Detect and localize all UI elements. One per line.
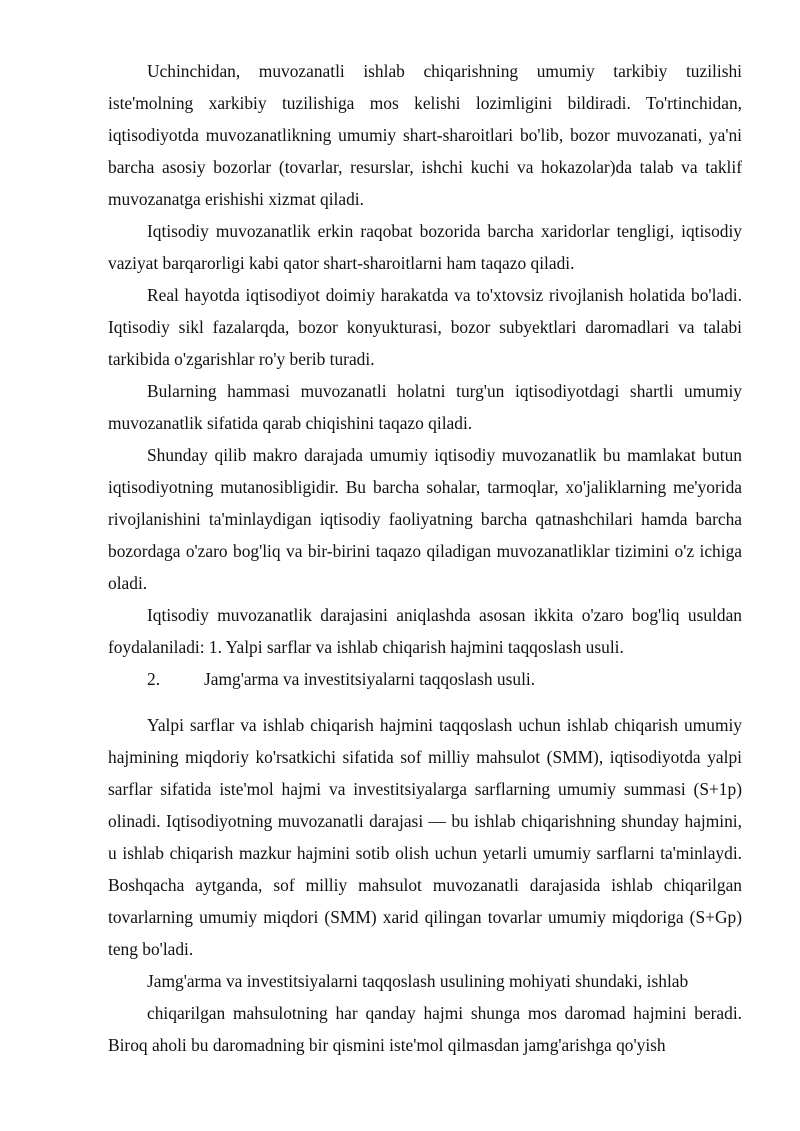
paragraph-8: Jamg'arma va investitsiyalarni taqqoslash usulining mohiyati shundaki, ishlab [147,971,689,991]
paragraph-1: Uchinchidan, muvozanatli ishlab chiqarishning umumiy tarkibiy tuzilishi iste'molning xarkibiy tuzilishiga mos kelishi lozimligini bildiradi. To'rtinchidan, iqtisodiyotda muvozanatlikning umumiy shart-sharoitlari bo'lib, bozor muvozanati, ya'ni barcha asosiy bozorlar (tovarlar, resurslar, ishchi kuchi va hokazolar)da talab va taklif muvozanatga erishishi xizmat qiladi. [108,61,742,209]
paragraph-6: Iqtisodiy muvozanatlik darajasini aniqlashda asosan ikkita o'zaro bog'liq usuldan foydalaniladi: 1. Yalpi sarflar va ishlab chiqarish hajmini taqqoslash usuli. [108,605,742,657]
paragraph-3: Real hayotda iqtisodiyot doimiy harakatda va to'xtovsiz rivojlanish holatida bo'ladi. Iqtisodiy sikl fazalarqda, bozor konyukturasi, bozor subyektlari daromadlari va talabi tarkibida o'zgarishlar ro'y berib turadi. [108,285,742,369]
paragraph-9: chiqarilgan mahsulotning har qanday hajmi shunga mos daromad hajmini beradi. Biroq aholi bu daromadning bir qismini iste'mol qilmasdan jamg'arishga qo'yish [108,1003,742,1055]
paragraph-2: Iqtisodiy muvozanatlik erkin raqobat bozorida barcha xaridorlar tengligi, iqtisodiy vaziyat barqarorligi kabi qator shart-sharoitlarni ham taqazo qiladi. [108,221,742,273]
list-item-number: 2. [147,669,161,689]
paragraph-4: Bularning hammasi muvozanatli holatni turg'un iqtisodiyotdagi shartli umumiy muvozanatlik sifatida qarab chiqishini taqazo qiladi. [108,381,742,433]
list-item-2 [108,663,742,695]
paragraph-5: Shunday qilib makro darajada umumiy iqtisodiy muvozanatlik bu mamlakat butun iqtisodiyotning mutanosibligidir. Bu barcha sohalar, tarmoqlar, xo'jaliklarning me'yorida rivojlanishini ta'minlaydigan iqtisodiy faoliyatning barcha qatnashchilari hamda barcha bozordaga o'zaro bog'liq va bir-birini taqazo qiladigan muvozanatliklar tizimini o'z ichiga oladi. [108,445,742,593]
paragraph-7: Yalpi sarflar va ishlab chiqarish hajmini taqqoslash uchun ishlab chiqarish umumiy hajmining miqdoriy ko'rsatkichi sifatida sof milliy mahsulot (SMM), iqtisodiyotda yalpi sarflar sifatida iste'mol hajmi va investitsiyalarga sarflarning umumiy summasi (S+1p) olinadi. Iqtisodiyotning muvozanatli darajasi — bu ishlab chiqarishning shunday hajmini, u ishlab chiqarish mazkur hajmini sotib olish uchun yetarli umumiy sarflarni ta'minlaydi. Boshqacha aytganda, sof milliy mahsulot muvozanatli darajasida ishlab chiqarilgan tovarlarning umumiy miqdori (SMM) xarid qilingan tovarlar umumiy miqdoriga (S+Gp) teng bo'ladi. [108,715,742,959]
list-item-text: Jamg'arma va investitsiyalarni taqqoslash usuli. [204,669,536,689]
